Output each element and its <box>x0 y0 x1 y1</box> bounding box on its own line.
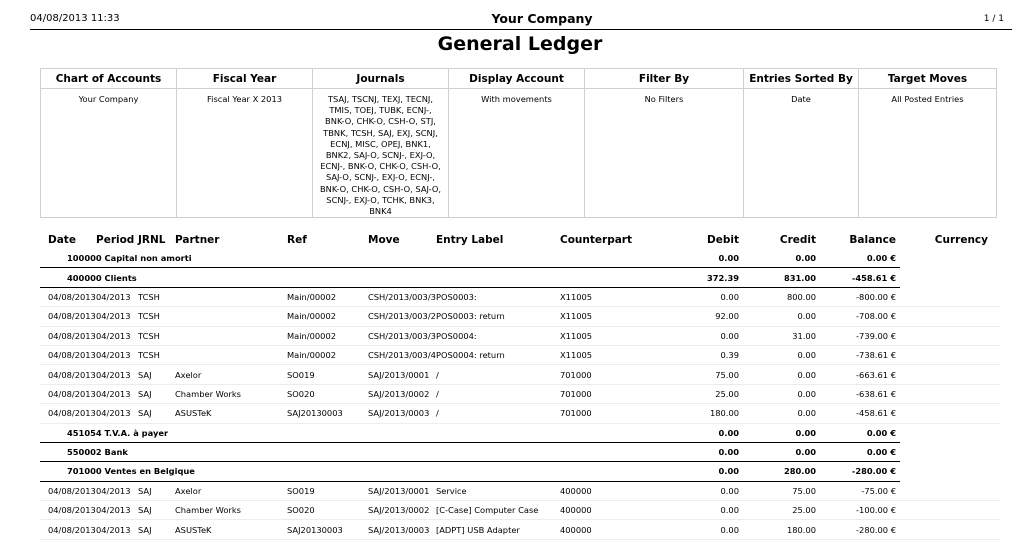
entry-label: / <box>436 404 560 423</box>
entry-credit: 180.00 <box>743 520 820 539</box>
param-fiscal-year: Fiscal Year X 2013 <box>177 89 313 218</box>
entry-debit: 0.00 <box>660 501 743 520</box>
entry-ref: Main/00002 <box>287 287 368 306</box>
entry-period: 04/2013 <box>96 384 138 403</box>
entry-balance: -708.00 € <box>820 307 900 326</box>
entry-period: 04/2013 <box>96 520 138 539</box>
entry-move: CSH/2013/003/3 <box>368 326 436 345</box>
entry-counterpart: 701000 <box>560 384 660 403</box>
entry-currency <box>900 384 1000 403</box>
col-header-currency: Currency <box>934 234 988 246</box>
entry-row <box>40 481 1000 500</box>
entry-date: 04/08/2013 <box>40 345 96 364</box>
entry-currency <box>900 520 1000 539</box>
entry-counterpart: 701000 <box>560 404 660 423</box>
account-debit: 0.00 <box>660 462 743 481</box>
account-name: 100000 Capital non amorti <box>40 249 660 268</box>
entry-counterpart: 400000 <box>560 501 660 520</box>
entry-counterpart: 701000 <box>560 365 660 384</box>
entry-credit: 75.00 <box>743 481 820 500</box>
param-header-chart-of-accounts: Chart of Accounts <box>41 69 177 89</box>
account-name: 400000 Clients <box>40 268 660 287</box>
entry-row <box>40 404 1000 423</box>
entry-row <box>40 345 1000 364</box>
parameters-header-row <box>41 69 997 89</box>
entry-date: 04/08/2013 <box>40 520 96 539</box>
entry-debit: 75.00 <box>660 365 743 384</box>
param-header-display-account: Display Account <box>449 69 585 89</box>
param-display-account: With movements <box>449 89 585 218</box>
entry-label: POS0003: return <box>436 307 560 326</box>
entry-move: SAJ/2013/0002 <box>368 501 436 520</box>
entry-label: / <box>436 365 560 384</box>
col-header-ref: Ref <box>287 234 307 246</box>
account-row <box>40 442 1000 461</box>
param-header-fiscal-year: Fiscal Year <box>177 69 313 89</box>
entry-currency <box>900 307 1000 326</box>
entry-currency <box>900 287 1000 306</box>
entry-counterpart: X11005 <box>560 287 660 306</box>
entry-period: 04/2013 <box>96 307 138 326</box>
entry-debit: 25.00 <box>660 384 743 403</box>
entry-debit: 0.00 <box>660 520 743 539</box>
entry-period: 04/2013 <box>96 365 138 384</box>
param-journals: TSAJ, TSCNJ, TEXJ, TECNJ, TMIS, TOEJ, TUBK, ECNJ-, BNK-O, CHK-O, CSH-O, STJ, TBNK, TCSH, SAJ, EXJ, SCNJ, ECNJ, MISC, OPEJ, BNK1, BNK2, SAJ-O, SCNJ-, EXJ-O, ECNJ-, BNK-O, CHK-O, CSH-O, SAJ-O, SCNJ-, EXJ-O, ECNJ-, BNK-O, CHK-O, CSH-O, SAJ-O, SCNJ-, EXJ-O, TCHK, BNK3, BNK4 <box>313 89 449 218</box>
account-currency <box>900 442 1000 461</box>
entry-label: POS0003: <box>436 287 560 306</box>
entry-debit: 180.00 <box>660 404 743 423</box>
account-currency <box>900 462 1000 481</box>
account-row <box>40 423 1000 442</box>
entry-partner: ASUSTeK <box>175 404 287 423</box>
entry-balance: -458.61 € <box>820 404 900 423</box>
page-number: 1 / 1 <box>983 14 1004 24</box>
entry-ref: SO020 <box>287 384 368 403</box>
entry-partner: Chamber Works <box>175 501 287 520</box>
entry-partner <box>175 287 287 306</box>
entry-counterpart: X11005 <box>560 307 660 326</box>
ledger-body <box>40 249 1000 539</box>
account-row <box>40 268 1000 287</box>
entry-currency <box>900 365 1000 384</box>
entry-partner: Axelor <box>175 365 287 384</box>
entry-row <box>40 326 1000 345</box>
entry-move: CSH/2013/003/3 <box>368 287 436 306</box>
col-header-date: Date <box>48 234 76 246</box>
entry-credit: 0.00 <box>743 345 820 364</box>
entry-row <box>40 287 1000 306</box>
col-header-partner: Partner <box>175 234 220 246</box>
account-balance: -458.61 € <box>820 268 900 287</box>
param-target-moves: All Posted Entries <box>859 89 997 218</box>
entry-balance: -663.61 € <box>820 365 900 384</box>
entry-move: CSH/2013/003/2 <box>368 307 436 326</box>
entry-balance: -800.00 € <box>820 287 900 306</box>
entry-date: 04/08/2013 <box>40 365 96 384</box>
entry-counterpart: X11005 <box>560 345 660 364</box>
entry-row <box>40 307 1000 326</box>
entry-currency <box>900 481 1000 500</box>
param-chart-of-accounts: Your Company <box>41 89 177 218</box>
entry-journal: SAJ <box>138 520 175 539</box>
entry-currency <box>900 404 1000 423</box>
report-title: General Ledger <box>437 33 603 55</box>
entry-period: 04/2013 <box>96 345 138 364</box>
entry-period: 04/2013 <box>96 287 138 306</box>
param-header-journals: Journals <box>313 69 449 89</box>
entry-row <box>40 520 1000 539</box>
entry-journal: TCSH <box>138 307 175 326</box>
col-header-counterpart: Counterpart <box>560 234 632 246</box>
entry-counterpart: 400000 <box>560 481 660 500</box>
entry-journal: SAJ <box>138 481 175 500</box>
entry-debit: 0.00 <box>660 287 743 306</box>
entry-partner: Axelor <box>175 481 287 500</box>
entry-journal: TCSH <box>138 345 175 364</box>
account-currency <box>900 268 1000 287</box>
account-debit: 372.39 <box>660 268 743 287</box>
account-name: 701000 Ventes en Belgique <box>40 462 660 481</box>
entry-period: 04/2013 <box>96 326 138 345</box>
col-header-entry-label: Entry Label <box>436 234 504 246</box>
account-credit: 280.00 <box>743 462 820 481</box>
param-filter-by: No Filters <box>585 89 744 218</box>
account-credit: 0.00 <box>743 442 820 461</box>
entry-partner: Chamber Works <box>175 384 287 403</box>
entry-move: SAJ/2013/0001 <box>368 365 436 384</box>
entry-credit: 31.00 <box>743 326 820 345</box>
entry-label: Service <box>436 481 560 500</box>
entry-partner <box>175 307 287 326</box>
entry-partner <box>175 326 287 345</box>
entry-journal: SAJ <box>138 404 175 423</box>
entry-balance: -738.61 € <box>820 345 900 364</box>
entry-date: 04/08/2013 <box>40 326 96 345</box>
entry-ref: Main/00002 <box>287 307 368 326</box>
entry-period: 04/2013 <box>96 501 138 520</box>
account-credit: 831.00 <box>743 268 820 287</box>
entry-ref: Main/00002 <box>287 326 368 345</box>
entry-move: SAJ/2013/0002 <box>368 384 436 403</box>
account-row <box>40 249 1000 268</box>
account-debit: 0.00 <box>660 442 743 461</box>
param-entries-sorted-by: Date <box>744 89 859 218</box>
header-divider <box>30 29 1012 30</box>
param-header-filter-by: Filter By <box>585 69 744 89</box>
param-header-entries-sorted-by: Entries Sorted By <box>744 69 859 89</box>
entry-currency <box>900 345 1000 364</box>
col-header-debit: Debit <box>707 234 739 246</box>
account-currency <box>900 423 1000 442</box>
print-datetime: 04/08/2013 11:33 <box>30 13 120 24</box>
account-name: 451054 T.V.A. à payer <box>40 423 660 442</box>
entry-journal: TCSH <box>138 287 175 306</box>
entry-balance: -739.00 € <box>820 326 900 345</box>
entry-date: 04/08/2013 <box>40 481 96 500</box>
account-currency <box>900 249 1000 268</box>
entry-date: 04/08/2013 <box>40 307 96 326</box>
entry-credit: 0.00 <box>743 307 820 326</box>
account-balance: -280.00 € <box>820 462 900 481</box>
company-name: Your Company <box>491 11 593 26</box>
account-balance: 0.00 € <box>820 249 900 268</box>
entry-ref: Main/00002 <box>287 345 368 364</box>
account-credit: 0.00 <box>743 423 820 442</box>
entry-partner: ASUSTeK <box>175 520 287 539</box>
col-header-balance: Balance <box>849 234 896 246</box>
parameters-value-row <box>41 89 997 218</box>
entry-credit: 0.00 <box>743 365 820 384</box>
entry-period: 04/2013 <box>96 481 138 500</box>
entry-debit: 0.00 <box>660 481 743 500</box>
entry-debit: 0.00 <box>660 326 743 345</box>
entry-ref: SO020 <box>287 501 368 520</box>
entry-move: CSH/2013/003/4 <box>368 345 436 364</box>
entry-balance: -638.61 € <box>820 384 900 403</box>
entry-credit: 800.00 <box>743 287 820 306</box>
entry-date: 04/08/2013 <box>40 287 96 306</box>
col-header-move: Move <box>368 234 400 246</box>
entry-ref: SO019 <box>287 481 368 500</box>
entry-balance: -100.00 € <box>820 501 900 520</box>
entry-counterpart: X11005 <box>560 326 660 345</box>
entry-row <box>40 384 1000 403</box>
entry-period: 04/2013 <box>96 404 138 423</box>
entry-balance: -280.00 € <box>820 520 900 539</box>
ledger-table <box>40 231 1000 540</box>
param-header-target-moves: Target Moves <box>859 69 997 89</box>
entry-label: [C-Case] Computer Case <box>436 501 560 520</box>
entry-date: 04/08/2013 <box>40 384 96 403</box>
col-header-period: Period <box>96 234 135 246</box>
entry-credit: 0.00 <box>743 404 820 423</box>
entry-currency <box>900 501 1000 520</box>
entry-ref: SAJ20130003 <box>287 404 368 423</box>
entry-move: SAJ/2013/0003 <box>368 404 436 423</box>
entry-ref: SAJ20130003 <box>287 520 368 539</box>
report-parameters-table <box>40 68 997 218</box>
entry-move: SAJ/2013/0001 <box>368 481 436 500</box>
entry-label: [ADPT] USB Adapter <box>436 520 560 539</box>
entry-row <box>40 501 1000 520</box>
entry-row <box>40 365 1000 384</box>
entry-date: 04/08/2013 <box>40 404 96 423</box>
entry-debit: 0.39 <box>660 345 743 364</box>
account-debit: 0.00 <box>660 423 743 442</box>
entry-journal: SAJ <box>138 365 175 384</box>
entry-journal: SAJ <box>138 501 175 520</box>
account-balance: 0.00 € <box>820 423 900 442</box>
entry-credit: 25.00 <box>743 501 820 520</box>
entry-currency <box>900 326 1000 345</box>
col-header-credit: Credit <box>779 234 816 246</box>
entry-move: SAJ/2013/0003 <box>368 520 436 539</box>
entry-label: POS0004: return <box>436 345 560 364</box>
entry-ref: SO019 <box>287 365 368 384</box>
account-debit: 0.00 <box>660 249 743 268</box>
entry-balance: -75.00 € <box>820 481 900 500</box>
entry-label: / <box>436 384 560 403</box>
account-balance: 0.00 € <box>820 442 900 461</box>
entry-partner <box>175 345 287 364</box>
account-credit: 0.00 <box>743 249 820 268</box>
entry-label: POS0004: <box>436 326 560 345</box>
entry-date: 04/08/2013 <box>40 501 96 520</box>
account-name: 550002 Bank <box>40 442 660 461</box>
account-row <box>40 462 1000 481</box>
entry-journal: TCSH <box>138 326 175 345</box>
entry-debit: 92.00 <box>660 307 743 326</box>
entry-counterpart: 400000 <box>560 520 660 539</box>
col-header-jrnl: JRNL <box>138 234 166 246</box>
entry-journal: SAJ <box>138 384 175 403</box>
entry-credit: 0.00 <box>743 384 820 403</box>
ledger-header-row <box>40 231 1000 249</box>
